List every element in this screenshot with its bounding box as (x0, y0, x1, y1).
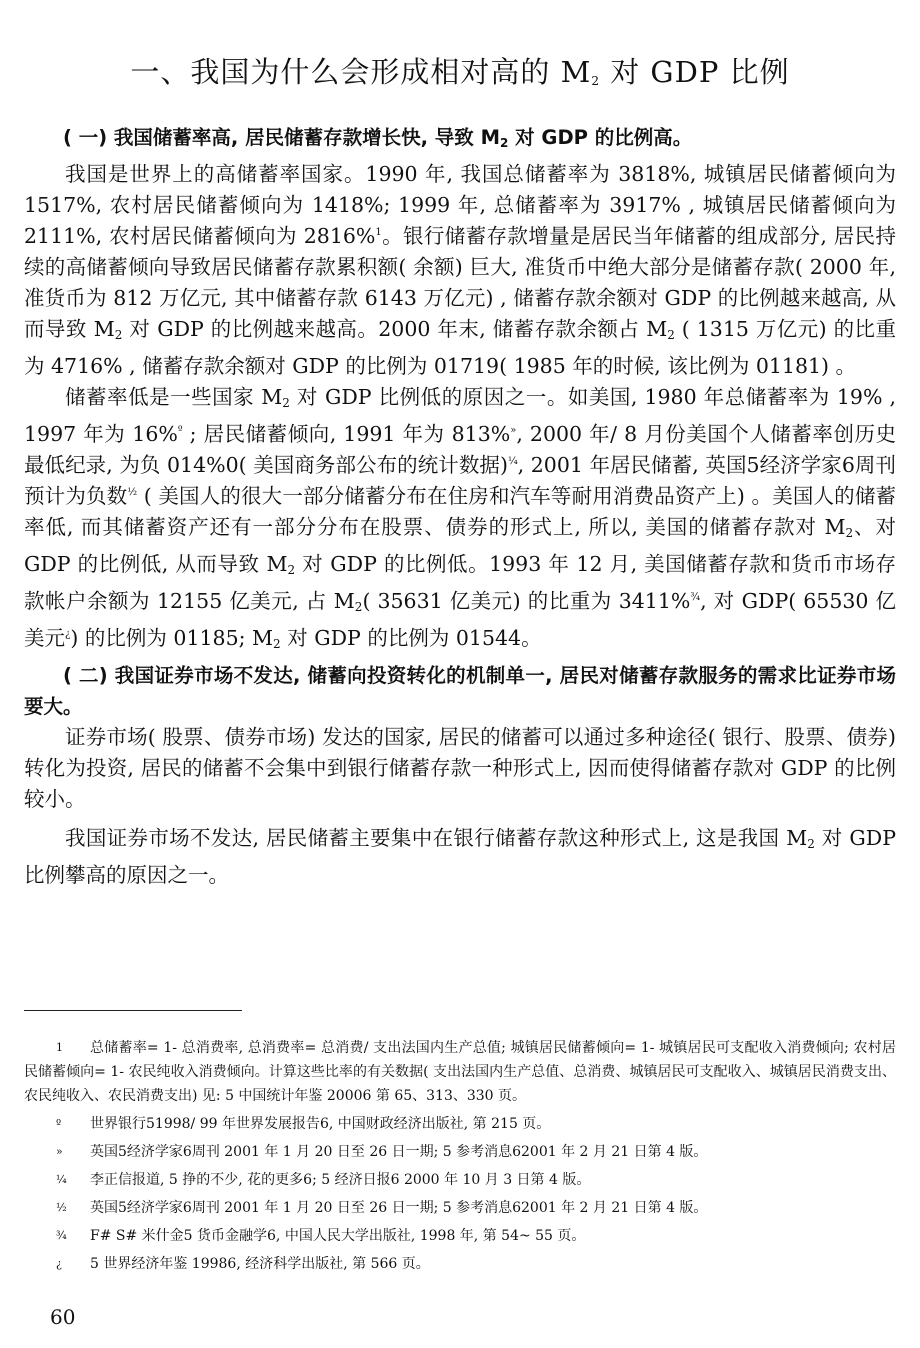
section-heading-2: ( 二) 我国证券市场不发达, 储蓄向投资转化的机制单一, 居民对储蓄存款服务的需求比证券市场要大。 (24, 664, 896, 718)
footnote-text: F# S# 米什金5 货币金融学6, 中国人民大学出版社, 1998 年, 第 54~ 55 页。 (90, 1228, 586, 1244)
footnote (24, 1140, 896, 1164)
footnote-text: 总储蓄率= 1- 总消费率, 总消费率= 总消费/ 支出法国内生产总值; 城镇居民储蓄倾向= 1- 城镇居民可支配收入消费倾向; 农村居民储蓄倾向= 1- 农民纯收入消费倾向。计算这些比率的有关数据( 支出法国内生产总值、总消费、城镇居民可支配收入、城镇居民消费支出、农民纯收入、农民消费支出) 见: 5 中国统计年鉴 20006 第 65、313、330 页。 (24, 1040, 896, 1104)
footnote-mark: º (56, 1117, 62, 1130)
footnote-mark: ¼ (56, 1173, 67, 1186)
footnote-mark: ¿ (56, 1257, 62, 1270)
footnote (24, 1196, 896, 1220)
footnote (24, 1036, 896, 1108)
footnote-divider (24, 1010, 242, 1011)
footnote-text: 英国5经济学家6周刊 2001 年 1 月 20 日至 26 日一期; 5 参考消息62001 年 2 月 21 日第 4 版。 (90, 1144, 708, 1160)
footnote-mark: 1 (56, 1041, 63, 1054)
page-title: 一、我国为什么会形成相对高的 $M_2$ 对 GDP 比例 (130, 55, 790, 89)
paragraph-1: 我国是世界上的高储蓄率国家。1990 年, 我国总储蓄率为 3818%, 城镇居民储蓄倾向为 1517%, 农村居民储蓄倾向为 1418%; 1999 年, 总储蓄率为 3917% , 城镇居民储蓄倾向为 2111%, 农村居民储蓄倾向为 2816%$^1$。银行储蓄存款增量是居民当年储蓄的组成部分, 居民持续的高储蓄倾向导致居民储蓄存款累积额( 余额) 巨大, 准货币中绝大部分是储蓄存款( 2000 年, 准货币为 812 万亿元, 其中储蓄存款 6143 万亿元) , 储蓄存款余额对 GDP 的比例越来越高, 从而导致 $M_2$ 对 GDP 的比例越来越高。2000 年末, 储蓄存款余额占 $M_2$ ( 1315 万亿元) 的比重为 4716% , 储蓄存款余额对 GDP 的比例为 01719( 1985 年的时候, 该比例为 01181) 。 (24, 162, 897, 378)
footnote-text: 英国5经济学家6周刊 2001 年 1 月 20 日至 26 日一期; 5 参考消息62001 年 2 月 21 日第 4 版。 (90, 1200, 708, 1216)
paragraph-3: 证券市场( 股票、债券市场) 发达的国家, 居民的储蓄可以通过多种途径( 银行、股票、债券) 转化为投资, 居民的储蓄不会集中到银行储蓄存款一种形式上, 因而使得储蓄存款对 GDP 的比例较小。 (24, 725, 896, 811)
footnote-text: 李正信报道, 5 挣的不少, 花的更多6; 5 经济日报6 2000 年 10 月 3 日第 4 版。 (90, 1172, 591, 1188)
footnotes (24, 1036, 896, 1280)
footnote-mark: » (56, 1145, 63, 1158)
footnote-text: 5 世界经济年鉴 19986, 经济科学出版社, 第 566 页。 (90, 1256, 430, 1272)
section-heading-1: ( 一) 我国储蓄率高, 居民储蓄存款增长快, 导致 $M_2$ 对 GDP 的比例高。 (63, 126, 693, 150)
page-number: 60 (50, 1305, 76, 1329)
footnote-text: 世界银行51998/ 99 年世界发展报告6, 中国财政经济出版社, 第 215 页。 (90, 1116, 551, 1132)
footnote-mark: ¾ (56, 1229, 67, 1242)
footnote (24, 1168, 896, 1192)
paragraph-2: 储蓄率低是一些国家 $M_2$ 对 GDP 比例低的原因之一。如美国, 1980 年总储蓄率为 19% , 1997 年为 16%$^º$ ; 居民储蓄倾向, 1991 年为 813%», 2000 年/ 8 月份美国个人储蓄率创历史最低纪录, 为负 014%0( 美国商务部公布的统计数据)$^{\frac{1}{4}}$, 2001 年居民储蓄, 英国5经济学家6周刊预计为负数$^{\frac{1}{2}}$ ( 美国人的很大一部分储蓄分布在住房和汽车等耐用消费品资产上) 。美国人的储蓄率低, 而其储蓄资产还有一部分分布在股票、债券的形式上, 所以, 美国的储蓄存款对 $M_2$、对 GDP 的比例低, 从而导致 $M_2$ 对 GDP 的比例低。1993 年 12 月, 美国储蓄存款和货币市场存款帐户余额为 12155 亿美元, 占 $M_2$( 35631 亿美元) 的比重为 3411%$^{\frac{3}{4}}$, 对 GDP( 65530 亿美元¿) 的比例为 01185; $M_2$ 对 GDP 的比例为 01544。 (24, 385, 897, 651)
footnote (24, 1112, 896, 1136)
footnote (24, 1224, 896, 1248)
paragraph-4: 我国证券市场不发达, 居民储蓄主要集中在银行储蓄存款这种形式上, 这是我国 $M_2$ 对 GDP 比例攀高的原因之一。 (24, 826, 896, 887)
footnote (24, 1252, 896, 1276)
footnote-mark: ½ (56, 1201, 67, 1214)
body-text (24, 122, 896, 891)
